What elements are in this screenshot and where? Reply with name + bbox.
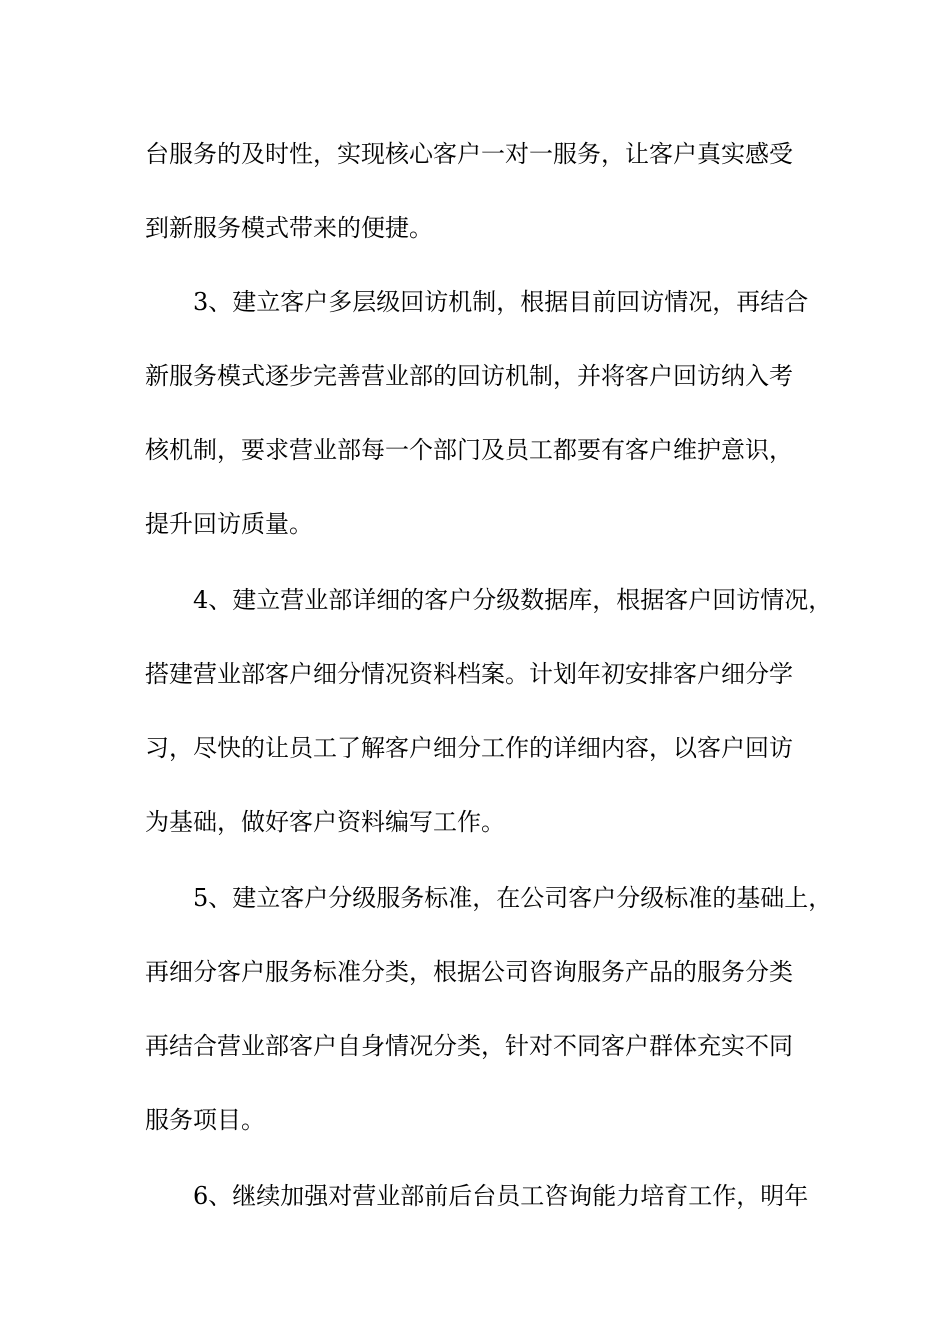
text-line: 核机制，要求营业部每一个部门及员工都要有客户维护意识，	[145, 436, 793, 464]
text-line: 到新服务模式带来的便捷。	[145, 214, 433, 242]
text-line: 搭建营业部客户细分情况资料档案。计划年初安排客户细分学	[145, 660, 793, 688]
paragraph-3-first-line: 3、建立客户多层级回访机制，根据目前回访情况，再结合	[193, 288, 809, 316]
text-line: 再结合营业部客户自身情况分类，针对不同客户群体充实不同	[145, 1032, 793, 1060]
text-line: 台服务的及时性，实现核心客户一对一服务，让客户真实感受	[145, 140, 793, 168]
text-line: 提升回访质量。	[145, 510, 313, 538]
paragraph-5-first-line: 5、建立客户分级服务标准，在公司客户分级标准的基础上，	[193, 884, 833, 912]
paragraph-4-first-line: 4、建立营业部详细的客户分级数据库，根据客户回访情况，	[193, 586, 833, 614]
text-line: 再细分客户服务标准分类，根据公司咨询服务产品的服务分类	[145, 958, 793, 986]
text-line: 新服务模式逐步完善营业部的回访机制，并将客户回访纳入考	[145, 362, 793, 390]
text-line: 为基础，做好客户资料编写工作。	[145, 808, 505, 836]
paragraph-6-first-line: 6、继续加强对营业部前后台员工咨询能力培育工作，明年	[193, 1182, 809, 1210]
text-line: 习，尽快的让员工了解客户细分工作的详细内容，以客户回访	[145, 734, 793, 762]
text-line: 服务项目。	[145, 1106, 265, 1134]
